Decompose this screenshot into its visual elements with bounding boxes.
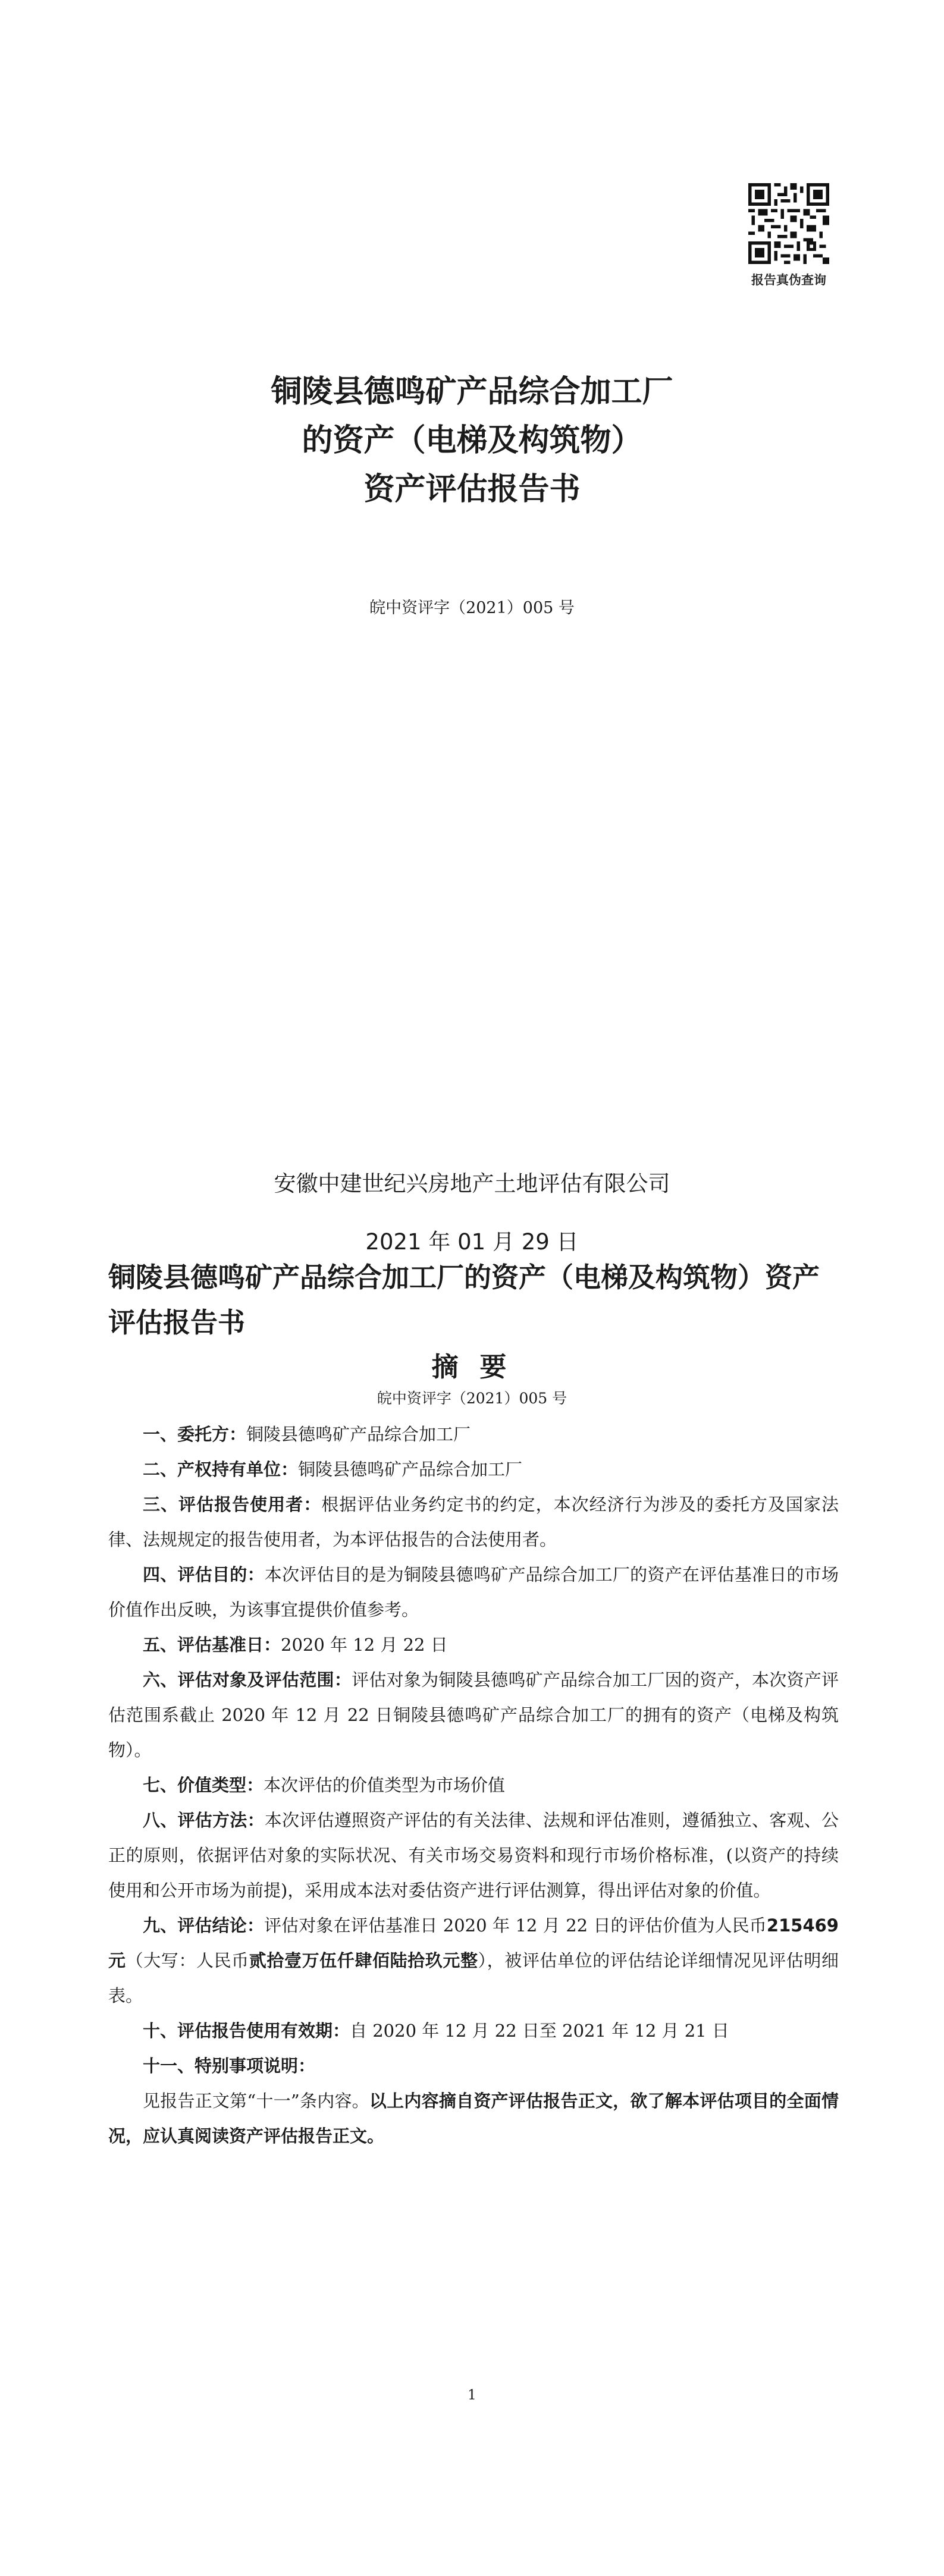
valuation-amount-words: 贰拾壹万伍仟肆佰陆拾玖元整 xyxy=(249,1950,478,1971)
cover-title-line-3: 资产评估报告书 xyxy=(363,472,581,507)
item-client: 一、委托方：铜陵县德鸣矿产品综合加工厂 xyxy=(143,1424,471,1444)
item-method: 八、评估方法：本次评估遵照资产评估的有关法律、法规和评估准则，遵循独立、客观、公正的原则，依据评估对象的实际状况、有关市场交易资料和现行市场价格标准，(以资产的持续使用和公开市场为前提)，采用成本法对委估资产进行评估测算，得出评估对象的价值。 xyxy=(108,1810,839,1900)
qr-code xyxy=(748,183,829,264)
cover-company-name: 安徽中建世纪兴房地产土地评估有限公司 xyxy=(274,1171,670,1196)
item-value-type: 七、价值类型：本次评估的价值类型为市场价值 xyxy=(143,1775,506,1795)
item-scope: 六、评估对象及评估范围：评估对象为铜陵县德鸣矿产品综合加工厂因的资产，本次资产评估范围系截止 2020 年 12 月 22 日铜陵县德鸣矿产品综合加工厂的拥有的资产（电梯及构筑物）。 xyxy=(108,1670,839,1760)
page-number: 1 xyxy=(468,2387,476,2403)
item-note: 见报告正文第“十一”条内容。以上内容摘自资产评估报告正文，欲了解本评估项目的全面情况，应认真阅读资产评估报告正文。 xyxy=(108,2091,839,2146)
item-base-date: 五、评估基准日：2020 年 12 月 22 日 xyxy=(143,1635,448,1655)
cover-date: 2021 年 01 月 29 日 xyxy=(365,1229,579,1255)
item-owner: 二、产权持有单位：铜陵县德鸣矿产品综合加工厂 xyxy=(143,1459,523,1479)
summary-reference-number: 皖中资评字（2021）005 号 xyxy=(377,1390,567,1407)
item-purpose: 四、评估目的：本次评估目的是为铜陵县德鸣矿产品综合加工厂的资产在评估基准日的市场价值作出反映，为该事宜提供价值参考。 xyxy=(108,1565,839,1620)
summary-body xyxy=(108,1417,839,2154)
item-validity: 十、评估报告使用有效期：自 2020 年 12 月 22 日至 2021 年 12 月 21 日 xyxy=(143,2021,729,2041)
cover-reference-number: 皖中资评字（2021）005 号 xyxy=(369,599,575,617)
item-users: 三、评估报告使用者：根据评估业务约定书的约定，本次经济行为涉及的委托方及国家法律、法规规定的报告使用者，为本评估报告的合法使用者。 xyxy=(108,1494,839,1550)
summary-title: 铜陵县德鸣矿产品综合加工厂的资产（电梯及构筑物）资产评估报告书 xyxy=(108,1261,820,1339)
valuation-amount: 215469 元 xyxy=(108,1915,839,1971)
cover-title-line-2: 的资产（电梯及构筑物） xyxy=(302,423,642,458)
item-conclusion: 九、评估结论：评估对象在评估基准日 2020 年 12 月 22 日的评估价值为人民币215469 元（大写：人民币贰拾壹万伍仟肆佰陆拾玖元整），被评估单位的评估结论详细情况见评估明细表。 xyxy=(108,1915,839,2006)
cover-title-line-1: 铜陵县德鸣矿产品综合加工厂 xyxy=(271,374,673,410)
item-special: 十一、特别事项说明： xyxy=(143,2056,316,2076)
qr-caption: 报告真伪查询 xyxy=(751,273,826,287)
summary-heading: 摘 要 xyxy=(431,1351,513,1383)
